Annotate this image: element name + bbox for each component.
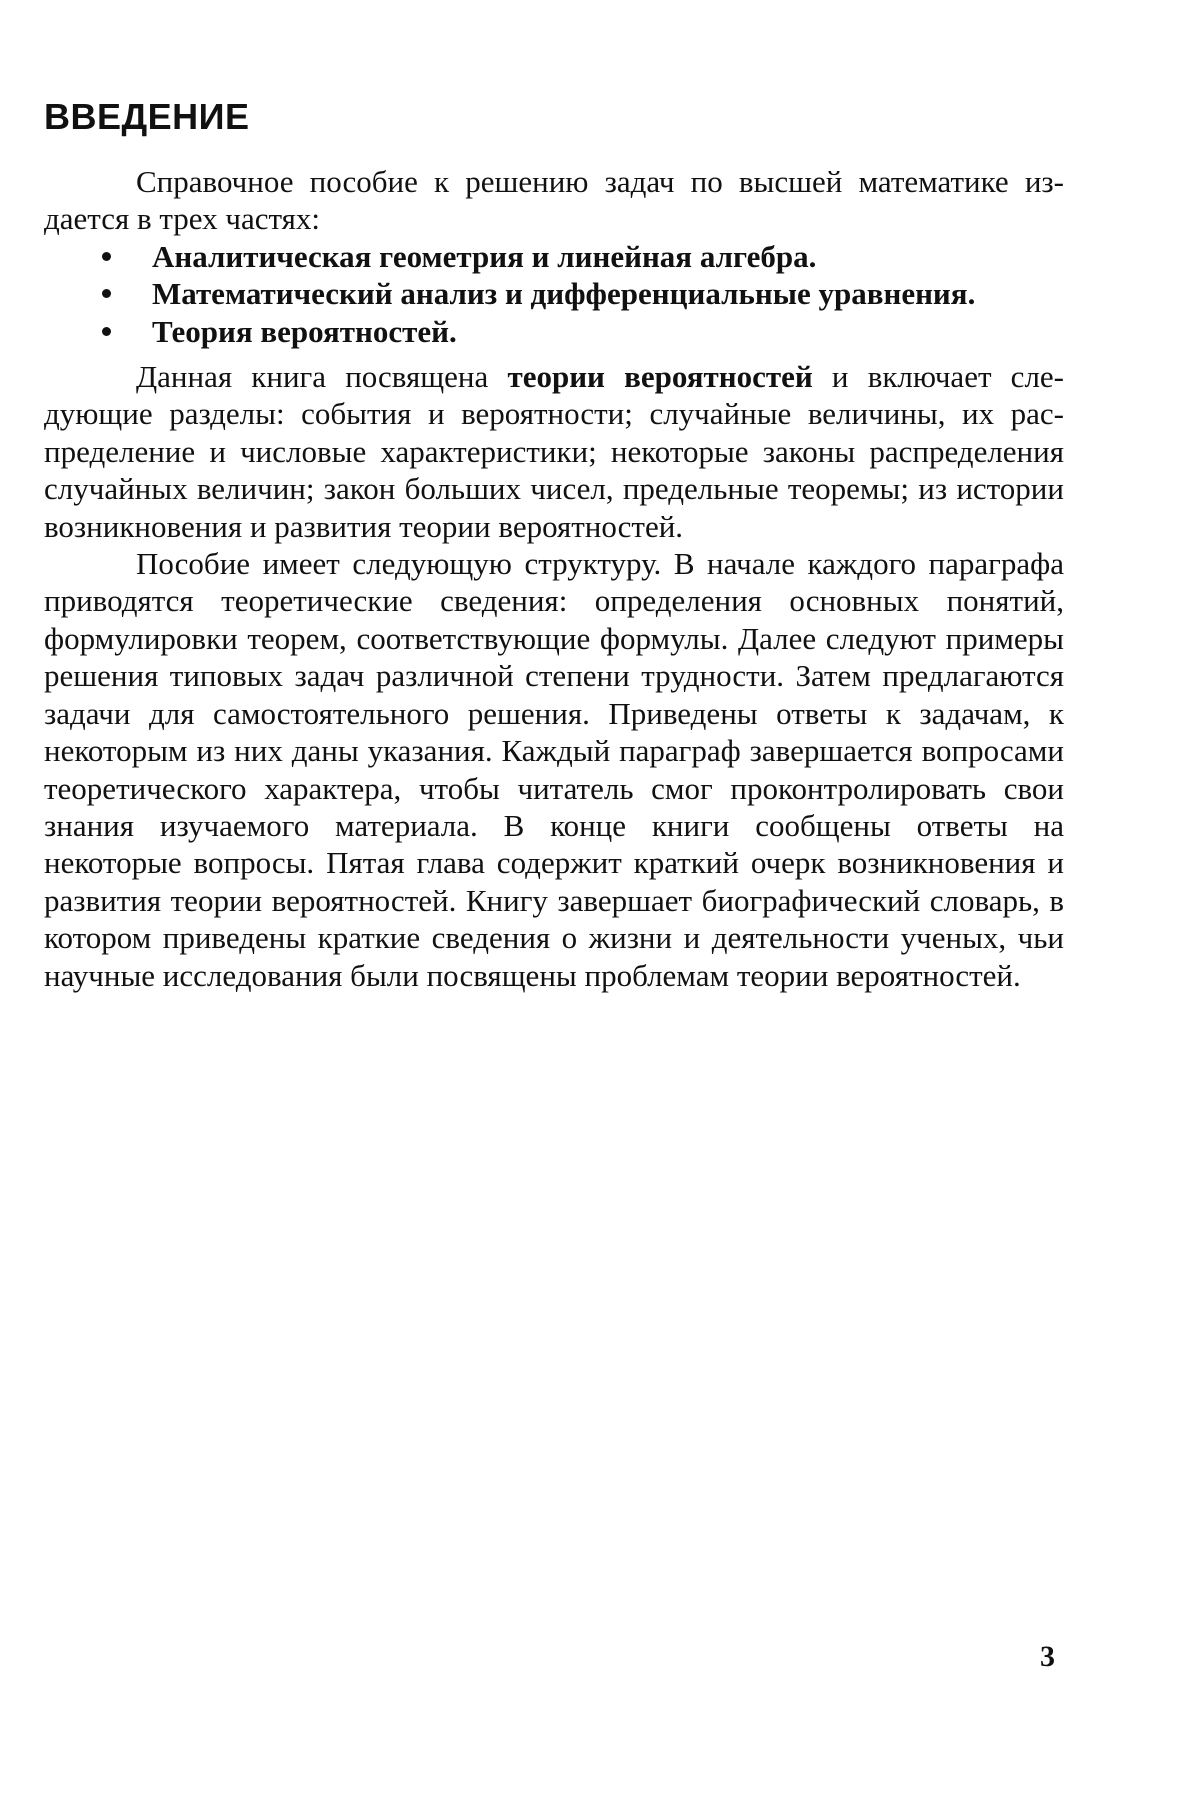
bullet-icon bbox=[102, 327, 111, 336]
parts-list bbox=[44, 238, 1064, 350]
bullet-icon bbox=[102, 289, 111, 298]
topics-text-after: и включает следующие разделы: события и вероятности; случайные величины, их распределение и числовые характеристики; некоторые законы распределения случайных величин; закон больших чисел, предельные теоремы; из истории возникновения и развития теории вероятностей. bbox=[44, 359, 1064, 544]
list-item bbox=[44, 313, 1064, 350]
list-item bbox=[44, 275, 1064, 312]
topics-text-before: Данная книга посвящена bbox=[136, 359, 508, 395]
page-body bbox=[44, 163, 1064, 994]
list-item bbox=[44, 238, 1064, 275]
topics-emphasis: теории вероятностей bbox=[507, 359, 813, 395]
chapter-heading: ВВЕДЕНИЕ bbox=[44, 96, 250, 137]
list-item-text: Аналитическая геометрия и линейная алгебра. bbox=[152, 238, 817, 274]
list-item-text: Математический анализ и дифференциальные уравнения. bbox=[152, 276, 976, 312]
intro-paragraph: Справочное пособие к решению задач по высшей математике издается в трех частях: bbox=[44, 164, 1064, 237]
topics-paragraph bbox=[44, 358, 1064, 545]
list-item-text: Теория вероятностей. bbox=[152, 313, 457, 349]
structure-paragraph: Пособие имеет следующую структуру. В начале каждого параграфа приводятся теоретические сведения: определения основных понятий, формулировки теорем, соответствующие формулы. Далее следуют примеры решения типовых задач различной степени трудности. Затем предлагаются задачи для самостоятельного решения. Приведены ответы к задачам, к некоторым из них даны указания. Каждый параграф завершается вопросами теоретического характера, чтобы читатель смог проконтролировать свои знания изучаемого материала. В конце книги сообщены ответы на некоторые вопросы. Пятая глава содержит краткий очерк возникновения и развития теории вероятностей. Книгу завершает биографический словарь, в котором приведены краткие сведения о жизни и деятельности ученых, чьи научные исследования были посвящены проблемам теории вероятностей. bbox=[44, 546, 1064, 993]
bullet-icon bbox=[102, 252, 111, 261]
page-number: 3 bbox=[1040, 1640, 1055, 1673]
